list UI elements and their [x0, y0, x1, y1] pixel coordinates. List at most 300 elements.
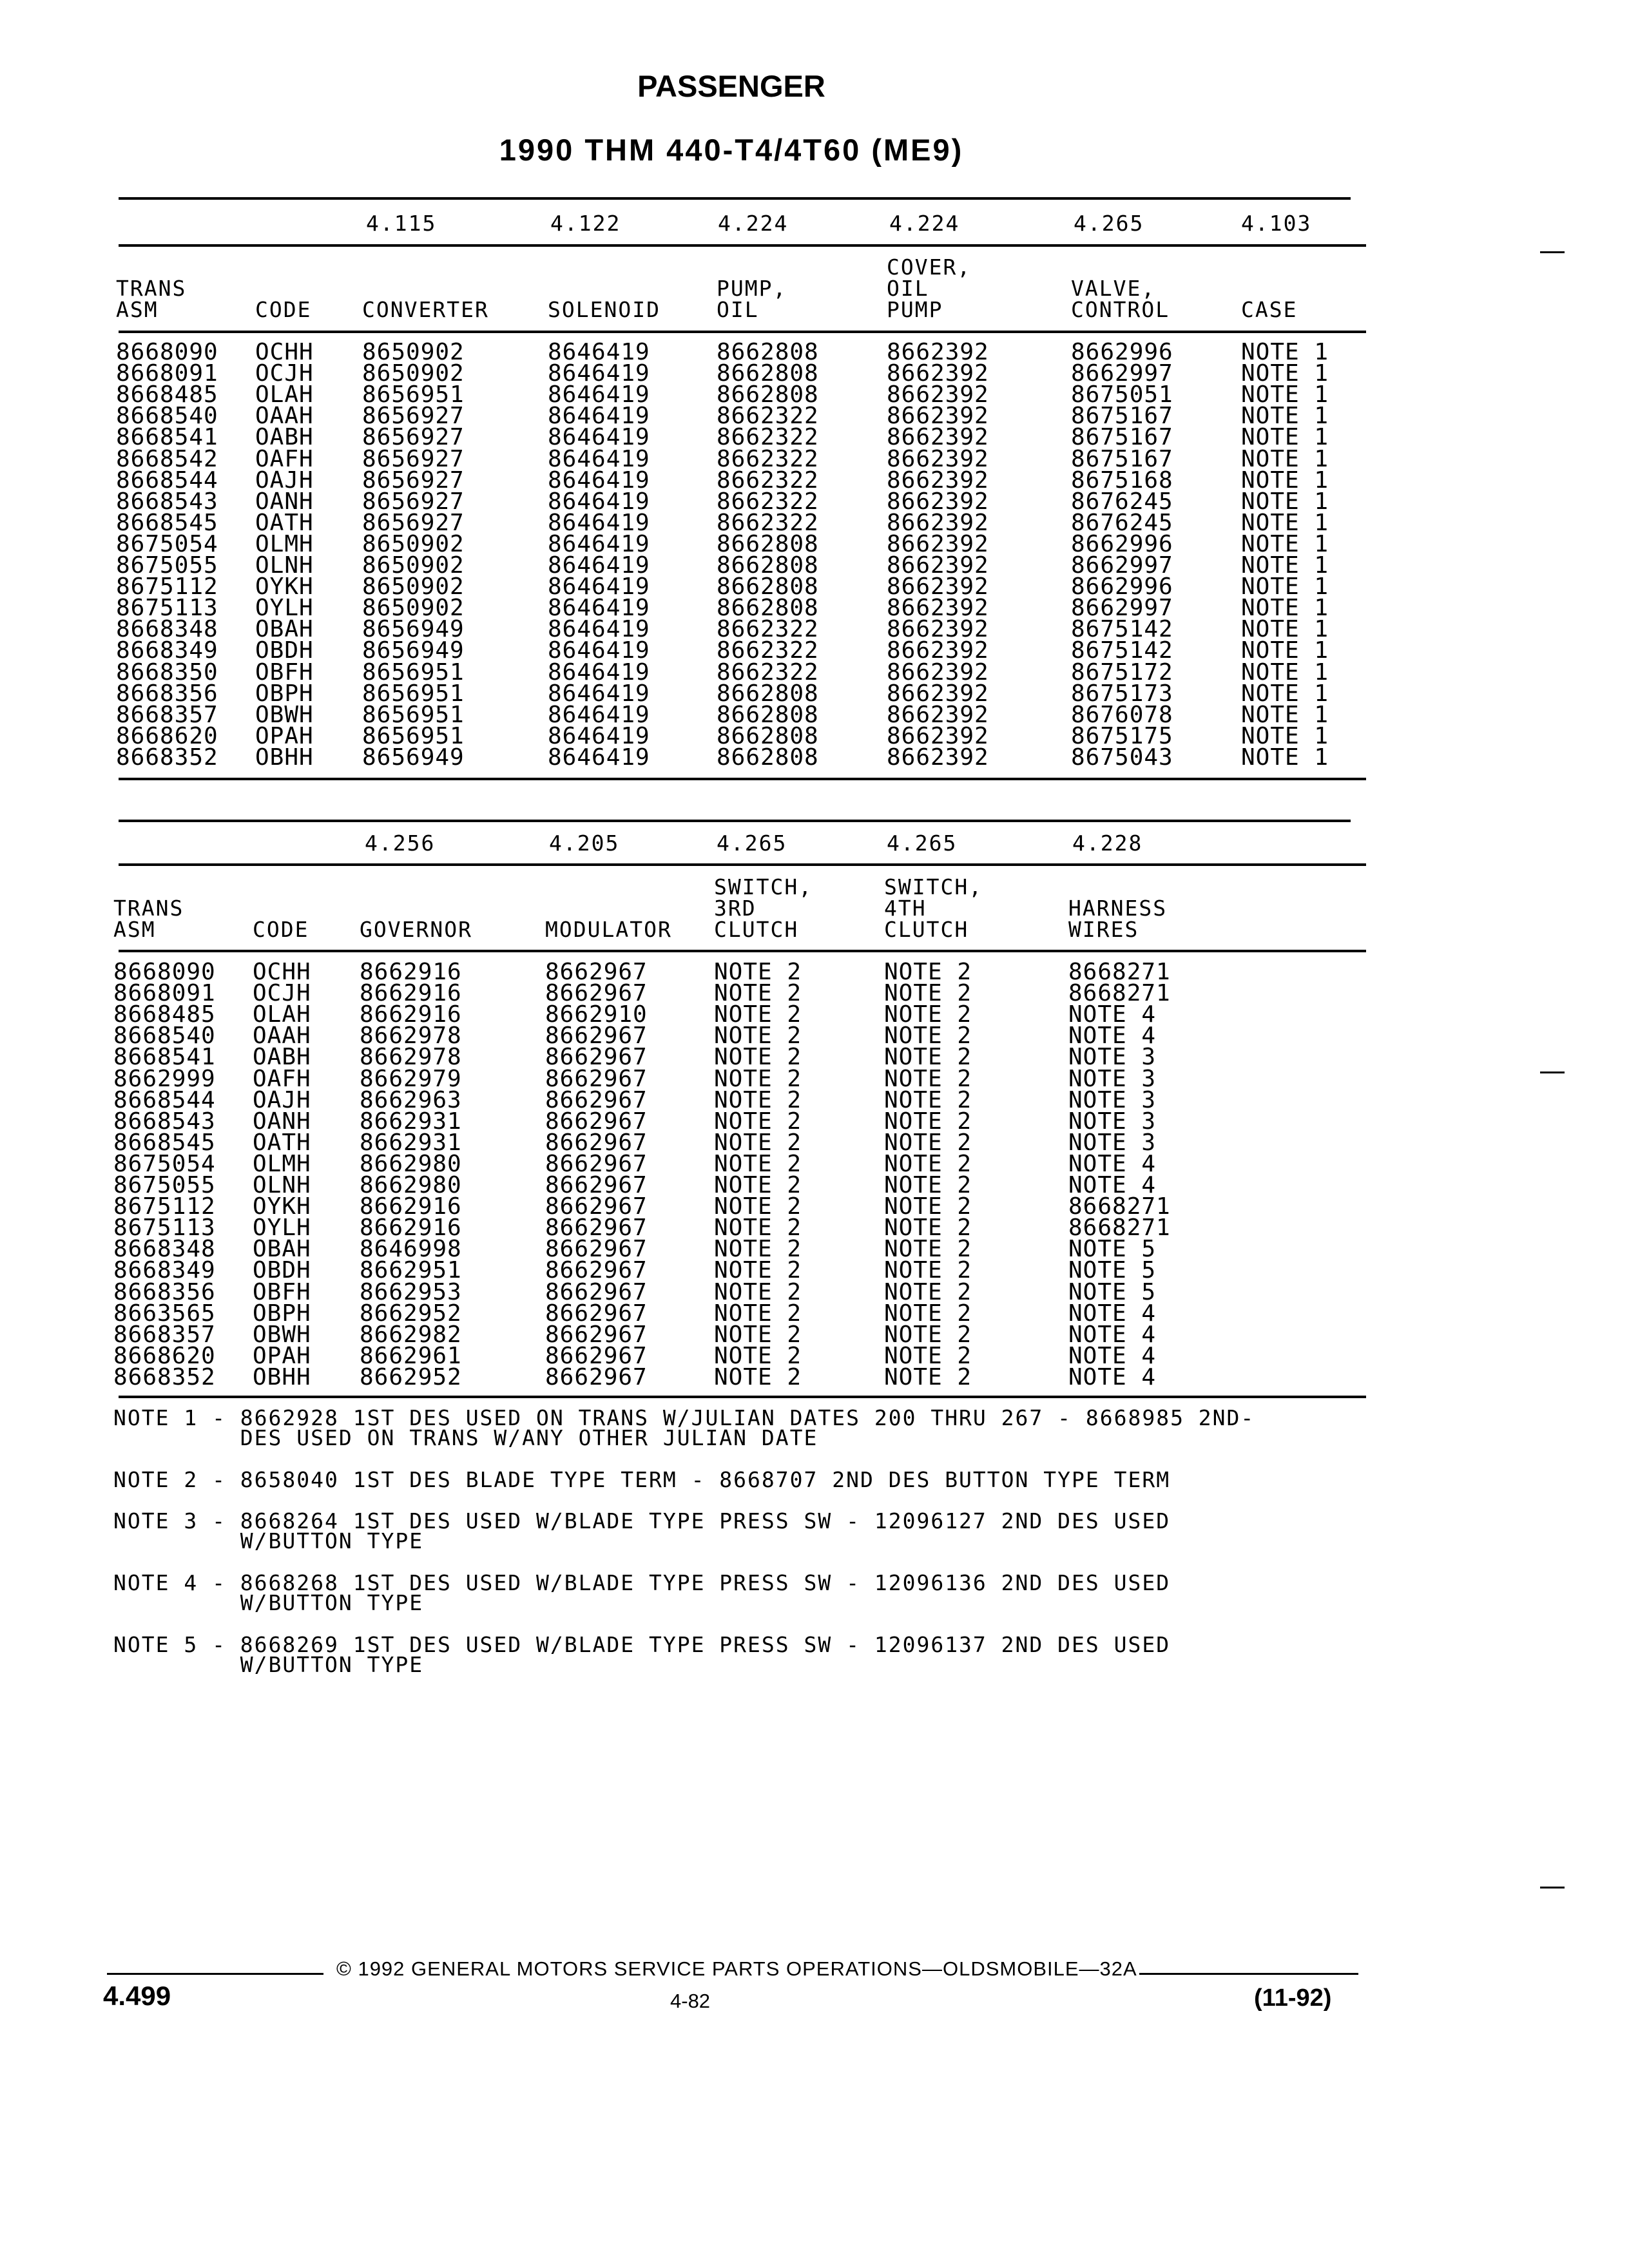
table-cell: NOTE 2 [714, 1023, 802, 1050]
column-header: MODULATOR [545, 917, 672, 942]
table-cell: NOTE 2 [884, 1023, 972, 1050]
page-title: 1990 THM 440-T4/4T60 (ME9) [499, 133, 964, 167]
column-header: CONVERTER [362, 297, 489, 322]
table-cell: 8675112 [113, 1193, 216, 1220]
table-cell: 8662967 [545, 1278, 648, 1305]
table-cell: OBWH [255, 701, 314, 728]
table-cell: OATH [253, 1129, 311, 1156]
table-cell: NOTE 1 [1241, 509, 1329, 536]
table-cell: 8662392 [887, 658, 989, 686]
table-cell: 8650902 [362, 339, 465, 365]
table-cell: 8675055 [116, 552, 218, 579]
table-cell: 8668543 [116, 488, 218, 515]
table-cell: 8662978 [360, 1023, 462, 1050]
table-cell: 8675167 [1071, 403, 1173, 430]
table-cell: 8662967 [545, 1300, 648, 1327]
table-cell: NOTE 2 [714, 1342, 802, 1369]
table-cell: 8675168 [1071, 466, 1173, 494]
table-cell: NOTE 2 [884, 1236, 972, 1263]
table-cell: 8662967 [545, 1150, 648, 1177]
table-cell: 8656927 [362, 509, 465, 536]
table-cell: NOTE 4 [1068, 1001, 1157, 1028]
table1-header-rule [119, 331, 1366, 333]
table-cell: 8662392 [887, 424, 989, 451]
table-cell: NOTE 4 [1068, 1300, 1157, 1327]
table-cell: 8646419 [548, 744, 650, 771]
table-cell: 8675043 [1071, 744, 1173, 771]
table-cell: 8662322 [717, 466, 819, 494]
table-cell: 8662967 [545, 1086, 648, 1113]
table-cell: OAFH [255, 445, 314, 472]
table-cell: 8662999 [113, 1065, 216, 1092]
table-cell: NOTE 3 [1068, 1086, 1157, 1113]
table-cell: OABH [253, 1044, 311, 1071]
column-header: TRANS [116, 276, 187, 301]
table-cell: 8675142 [1071, 637, 1173, 664]
group-number: 4.115 [366, 211, 437, 236]
table-cell: 8675173 [1071, 680, 1173, 707]
table-cell: 8646419 [548, 637, 650, 664]
table-cell: 8668485 [116, 381, 218, 408]
table-cell: OAAH [255, 403, 314, 430]
table-cell: 8662910 [545, 1001, 648, 1028]
table-cell: OCHH [255, 339, 314, 365]
table-cell: 8668352 [116, 744, 218, 771]
table-cell: 8646419 [548, 552, 650, 579]
table-cell: 8668541 [113, 1044, 216, 1071]
table-cell: NOTE 2 [714, 1236, 802, 1263]
footer-rule-right [1139, 1973, 1358, 1975]
table-cell: 8662808 [717, 701, 819, 728]
column-header: SWITCH, [884, 874, 983, 899]
table-cell: OYLH [255, 595, 314, 622]
note-line: W/BUTTON TYPE [113, 1590, 424, 1615]
group-number: 4.265 [887, 831, 958, 856]
table-cell: 8662392 [887, 552, 989, 579]
table-cell: 8662996 [1071, 573, 1173, 601]
table2-top-rule [119, 820, 1351, 822]
table-cell: NOTE 4 [1068, 1342, 1157, 1369]
table-cell: NOTE 2 [714, 1086, 802, 1113]
table-cell: 8668349 [116, 637, 218, 664]
table-cell: 8675172 [1071, 658, 1173, 686]
table-cell: NOTE 2 [884, 1065, 972, 1092]
table-cell: NOTE 2 [714, 1172, 802, 1198]
table-cell: NOTE 1 [1241, 552, 1329, 579]
note-line: NOTE 1 - 8662928 1ST DES USED ON TRANS W/JULIAN DATES 200 THRU 267 - 8668985 2ND- [113, 1405, 1255, 1430]
table-cell: 8668544 [113, 1086, 216, 1113]
note-line: NOTE 5 - 8668269 1ST DES USED W/BLADE TYPE PRESS SW - 12096137 2ND DES USED [113, 1632, 1171, 1657]
table-cell: 8662967 [545, 1236, 648, 1263]
table-cell: 8646419 [548, 466, 650, 494]
table-cell: 8656951 [362, 658, 465, 686]
table-cell: NOTE 1 [1241, 701, 1329, 728]
column-header: VALVE, [1071, 276, 1156, 301]
table-cell: OAJH [253, 1086, 311, 1113]
table-cell: 8668544 [116, 466, 218, 494]
table-cell: 8668090 [116, 339, 218, 365]
table-cell: NOTE 2 [714, 1065, 802, 1092]
table-cell: 8668356 [116, 680, 218, 707]
table-cell: 8662916 [360, 959, 462, 985]
table-cell: 8675167 [1071, 424, 1173, 451]
table-cell: NOTE 2 [714, 1300, 802, 1327]
table-cell: NOTE 2 [884, 1257, 972, 1284]
group-number: 4.228 [1072, 831, 1143, 856]
table-cell: NOTE 1 [1241, 339, 1329, 365]
table-cell: 8675054 [113, 1150, 216, 1177]
table2-header-rule [119, 950, 1366, 952]
table-cell: NOTE 2 [714, 1001, 802, 1028]
group-number: 4.256 [365, 831, 436, 856]
table-cell: NOTE 2 [714, 1278, 802, 1305]
table-cell: OBPH [255, 680, 314, 707]
table-cell: NOTE 2 [884, 1001, 972, 1028]
table-cell: 8662967 [545, 959, 648, 985]
table-cell: OYKH [253, 1193, 311, 1220]
table-cell: 8662392 [887, 445, 989, 472]
table-cell: 8663565 [113, 1300, 216, 1327]
table-cell: NOTE 2 [714, 1108, 802, 1135]
note-line: NOTE 3 - 8668264 1ST DES USED W/BLADE TYPE PRESS SW - 12096127 2ND DES USED [113, 1508, 1171, 1533]
table-cell: NOTE 5 [1068, 1278, 1157, 1305]
table-cell: NOTE 5 [1068, 1257, 1157, 1284]
table-cell: NOTE 2 [884, 1321, 972, 1348]
table-cell: NOTE 2 [714, 1321, 802, 1348]
column-header: ASM [113, 917, 156, 942]
table-cell: 8675113 [113, 1215, 216, 1242]
table-cell: 8646419 [548, 722, 650, 749]
table-cell: 8646419 [548, 381, 650, 408]
group-number: 4.122 [550, 211, 621, 236]
table-cell: OYLH [253, 1215, 311, 1242]
table-cell: NOTE 2 [884, 1172, 972, 1198]
table-cell: 8668357 [116, 701, 218, 728]
table-cell: 8675142 [1071, 616, 1173, 643]
table-cell: 8662996 [1071, 530, 1173, 557]
table-cell: 8646419 [548, 573, 650, 601]
table-cell: NOTE 1 [1241, 637, 1329, 664]
table-cell: 8662967 [545, 1215, 648, 1242]
table-cell: 8662392 [887, 573, 989, 601]
table-cell: 8662322 [717, 616, 819, 643]
table-cell: 8656927 [362, 424, 465, 451]
table-cell: NOTE 1 [1241, 573, 1329, 601]
table-cell: NOTE 3 [1068, 1129, 1157, 1156]
table-cell: 8646419 [548, 445, 650, 472]
table-cell: 8668091 [113, 980, 216, 1007]
table-cell: NOTE 4 [1068, 1023, 1157, 1050]
table-cell: 8662808 [717, 722, 819, 749]
table-cell: 8668090 [113, 959, 216, 985]
table-cell: 8668271 [1068, 959, 1171, 985]
table-cell: 8675113 [116, 595, 218, 622]
table-cell: OBFH [253, 1278, 311, 1305]
column-header: HARNESS [1068, 896, 1168, 921]
table-cell: NOTE 2 [884, 980, 972, 1007]
column-header: CASE [1241, 297, 1298, 322]
table-cell: 8662392 [887, 488, 989, 515]
table-cell: NOTE 1 [1241, 616, 1329, 643]
table-cell: 8656951 [362, 701, 465, 728]
table-cell: 8650902 [362, 530, 465, 557]
table-cell: NOTE 2 [714, 1044, 802, 1071]
column-header: PUMP, [717, 276, 787, 301]
table-cell: 8676245 [1071, 488, 1173, 515]
group-number: 4.224 [889, 211, 960, 236]
column-header: 3RD [714, 896, 757, 921]
table-cell: NOTE 1 [1241, 488, 1329, 515]
note-line: NOTE 2 - 8658040 1ST DES BLADE TYPE TERM - 8668707 2ND DES BUTTON TYPE TERM [113, 1467, 1171, 1492]
table-cell: 8662916 [360, 1215, 462, 1242]
table-cell: 8662322 [717, 637, 819, 664]
table-cell: NOTE 2 [714, 959, 802, 985]
table-cell: 8676245 [1071, 509, 1173, 536]
table-cell: NOTE 1 [1241, 424, 1329, 451]
margin-tick [1540, 251, 1565, 253]
footer-rule-left [107, 1973, 323, 1975]
table-cell: OBAH [255, 616, 314, 643]
column-header: 4TH [884, 896, 927, 921]
table-cell: 8662392 [887, 509, 989, 536]
table-cell: 8662392 [887, 339, 989, 365]
table-cell: OBWH [253, 1321, 311, 1348]
table-cell: 8668348 [116, 616, 218, 643]
column-header: WIRES [1068, 917, 1139, 942]
table-cell: OLNH [253, 1172, 311, 1198]
table-cell: 8668271 [1068, 1193, 1171, 1220]
table-cell: 8662996 [1071, 339, 1173, 365]
table-cell: NOTE 2 [884, 1342, 972, 1369]
note-line: W/BUTTON TYPE [113, 1528, 424, 1553]
table-cell: 8662916 [360, 1193, 462, 1220]
table-cell: 8662967 [545, 1129, 648, 1156]
table-cell: OBPH [253, 1300, 311, 1327]
table-cell: 8662392 [887, 701, 989, 728]
table-cell: 8662980 [360, 1172, 462, 1198]
table-cell: 8662322 [717, 445, 819, 472]
table-cell: 8646998 [360, 1236, 462, 1263]
table-cell: OCHH [253, 959, 311, 985]
table1-bottom-rule [119, 778, 1366, 780]
table-cell: OLAH [255, 381, 314, 408]
table-cell: 8668542 [116, 445, 218, 472]
table-cell: 8646419 [548, 701, 650, 728]
table-cell: 8675175 [1071, 722, 1173, 749]
table-cell: OABH [255, 424, 314, 451]
table-cell: NOTE 1 [1241, 658, 1329, 686]
table-cell: 8662967 [545, 1193, 648, 1220]
table-cell: NOTE 4 [1068, 1172, 1157, 1198]
table-cell: OANH [255, 488, 314, 515]
table-cell: 8662916 [360, 980, 462, 1007]
table-cell: 8646419 [548, 616, 650, 643]
table-cell: 8656951 [362, 680, 465, 707]
table-cell: OBDH [255, 637, 314, 664]
table-cell: NOTE 3 [1068, 1065, 1157, 1092]
column-header: COVER, [887, 255, 972, 280]
table-cell: 8662997 [1071, 552, 1173, 579]
table-cell: 8668271 [1068, 980, 1171, 1007]
table-cell: 8662931 [360, 1129, 462, 1156]
table-cell: 8646419 [548, 488, 650, 515]
table-cell: 8675051 [1071, 381, 1173, 408]
table-cell: OLNH [255, 552, 314, 579]
table-cell: NOTE 2 [884, 1300, 972, 1327]
table-cell: 8662961 [360, 1342, 462, 1369]
table-cell: NOTE 2 [714, 1150, 802, 1177]
table-cell: NOTE 2 [714, 1215, 802, 1242]
table-cell: NOTE 2 [884, 959, 972, 985]
table-cell: 8646419 [548, 509, 650, 536]
table-cell: 8662967 [545, 1023, 648, 1050]
column-header: TRANS [113, 896, 184, 921]
column-header: CODE [253, 917, 309, 942]
table-cell: NOTE 2 [884, 1044, 972, 1071]
table-cell: NOTE 1 [1241, 722, 1329, 749]
table-cell: NOTE 1 [1241, 466, 1329, 494]
column-header: SOLENOID [548, 297, 660, 322]
table-cell: 8662392 [887, 403, 989, 430]
table-cell: NOTE 5 [1068, 1236, 1157, 1263]
column-header: OIL [887, 276, 929, 301]
table-cell: 8668485 [113, 1001, 216, 1028]
table-cell: 8668352 [113, 1363, 216, 1390]
revision-date: (11-92) [1254, 1984, 1332, 2012]
table-cell: NOTE 3 [1068, 1108, 1157, 1135]
table-cell: 8656927 [362, 488, 465, 515]
table-cell: OBHH [253, 1363, 311, 1390]
table2-group-rule [119, 863, 1366, 866]
table-cell: 8668349 [113, 1257, 216, 1284]
table-cell: 8668543 [113, 1108, 216, 1135]
table-cell: 8656951 [362, 722, 465, 749]
column-header: CLUTCH [884, 917, 969, 942]
table-cell: 8662392 [887, 530, 989, 557]
table-cell: 8668545 [116, 509, 218, 536]
table-cell: 8646419 [548, 339, 650, 365]
table-cell: NOTE 2 [884, 1086, 972, 1113]
table-cell: OPAH [253, 1342, 311, 1369]
table-cell: 8668541 [116, 424, 218, 451]
column-header: SWITCH, [714, 874, 813, 899]
table-cell: NOTE 1 [1241, 595, 1329, 622]
table-cell: 8662979 [360, 1065, 462, 1092]
table-cell: 8662967 [545, 1108, 648, 1135]
group-number: 4.265 [717, 831, 787, 856]
table-cell: 8662322 [717, 509, 819, 536]
table-cell: 8676078 [1071, 701, 1173, 728]
table-cell: 8668620 [116, 722, 218, 749]
page-category: PASSENGER [637, 69, 825, 103]
table-cell: NOTE 2 [884, 1193, 972, 1220]
table-cell: NOTE 1 [1241, 744, 1329, 771]
table-cell: 8662392 [887, 680, 989, 707]
table-cell: NOTE 2 [884, 1215, 972, 1242]
table-cell: 8662808 [717, 680, 819, 707]
table-cell: OCJH [253, 980, 311, 1007]
table-cell: NOTE 3 [1068, 1044, 1157, 1071]
table-cell: 8662952 [360, 1300, 462, 1327]
table-cell: 8646419 [548, 595, 650, 622]
table-cell: 8662967 [545, 1172, 648, 1198]
page-number: 4-82 [670, 1990, 711, 2012]
table-cell: OATH [255, 509, 314, 536]
table-cell: 8662967 [545, 1342, 648, 1369]
table-cell: 8662322 [717, 403, 819, 430]
table-cell: 8662951 [360, 1257, 462, 1284]
group-number: 4.103 [1241, 211, 1312, 236]
table-cell: NOTE 2 [884, 1278, 972, 1305]
column-header: CONTROL [1071, 297, 1170, 322]
table2-bottom-rule [119, 1396, 1366, 1398]
table-cell: NOTE 1 [1241, 403, 1329, 430]
table-cell: 8646419 [548, 360, 650, 387]
table-cell: 8662967 [545, 1363, 648, 1390]
table-cell: 8662808 [717, 339, 819, 365]
table-cell: NOTE 1 [1241, 445, 1329, 472]
margin-tick [1540, 1887, 1565, 1888]
table-cell: 8662953 [360, 1278, 462, 1305]
table-cell: OBAH [253, 1236, 311, 1263]
table-cell: 8650902 [362, 595, 465, 622]
table-cell: OYKH [255, 573, 314, 601]
table-cell: 8662392 [887, 595, 989, 622]
table-cell: 8668540 [113, 1023, 216, 1050]
table-cell: OBHH [255, 744, 314, 771]
table-cell: 8662916 [360, 1001, 462, 1028]
column-header: CODE [255, 297, 312, 322]
table-cell: 8662392 [887, 744, 989, 771]
table-cell: OLMH [255, 530, 314, 557]
group-number: 4.265 [1074, 211, 1144, 236]
section-number: 4.499 [103, 1981, 171, 2011]
table-cell: NOTE 2 [714, 1129, 802, 1156]
table-cell: 8662808 [717, 381, 819, 408]
table-cell: 8662978 [360, 1044, 462, 1071]
note-line: DES USED ON TRANS W/ANY OTHER JULIAN DATE [113, 1425, 818, 1450]
table-cell: 8662392 [887, 637, 989, 664]
table-cell: 8662997 [1071, 595, 1173, 622]
table-cell: 8662967 [545, 1044, 648, 1071]
table-cell: OAJH [255, 466, 314, 494]
table-cell: 8656949 [362, 744, 465, 771]
table-cell: 8662392 [887, 616, 989, 643]
table-cell: NOTE 4 [1068, 1363, 1157, 1390]
note-line: W/BUTTON TYPE [113, 1652, 424, 1677]
table-cell: 8650902 [362, 552, 465, 579]
table-cell: NOTE 1 [1241, 530, 1329, 557]
table-cell: 8650902 [362, 573, 465, 601]
table-cell: 8668540 [116, 403, 218, 430]
note-line: NOTE 4 - 8668268 1ST DES USED W/BLADE TYPE PRESS SW - 12096136 2ND DES USED [113, 1570, 1171, 1595]
table-cell: OPAH [255, 722, 314, 749]
table-cell: OLAH [253, 1001, 311, 1028]
table-cell: 8668620 [113, 1342, 216, 1369]
table-cell: 8668545 [113, 1129, 216, 1156]
table-cell: 8662392 [887, 466, 989, 494]
table-cell: 8662322 [717, 488, 819, 515]
table-cell: 8650902 [362, 360, 465, 387]
table-cell: NOTE 1 [1241, 381, 1329, 408]
table1-top-rule [119, 197, 1351, 200]
column-header: GOVERNOR [360, 917, 472, 942]
table-cell: 8646419 [548, 403, 650, 430]
table-cell: 8675055 [113, 1172, 216, 1198]
table-cell: 8662392 [887, 360, 989, 387]
table-cell: 8668356 [113, 1278, 216, 1305]
table-cell: NOTE 2 [714, 1257, 802, 1284]
